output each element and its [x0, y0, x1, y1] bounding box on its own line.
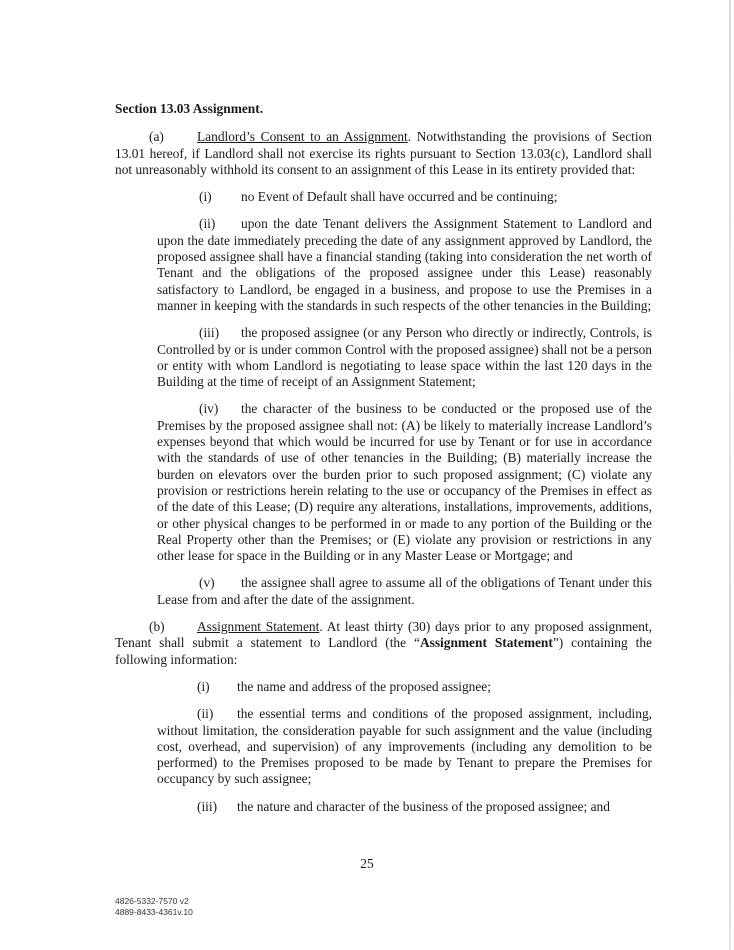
- paragraph-b-label: (b): [149, 619, 165, 635]
- item-label: (iv): [199, 401, 219, 417]
- item-label: (iii): [197, 798, 218, 814]
- list-item-a-ii: [157, 216, 652, 314]
- list-item-b-ii: [157, 706, 652, 787]
- list-item-a-iii: [157, 325, 652, 390]
- scan-edge-shadow: [729, 0, 731, 950]
- item-label: (iii): [199, 325, 220, 341]
- item-label: (ii): [199, 216, 216, 232]
- doc-id-1: 4826-5332-7570 v2: [115, 896, 189, 906]
- paragraph-b-header: Assignment Statement: [197, 619, 320, 635]
- item-text: upon the date Tenant delivers the Assignment Statement to Landlord and upon the date immediately preceding the date of any assignment approved by Landlord, the proposed assignee shall have a financial standing (taking into consideration the net worth of Tenant and the obligations of the proposed assignee under this Lease) reasonably satisfactory to Landlord, be engaged in a business, and propose to use the Premises in a manner in keeping with the standards in such respects of the other tenancies in the Building;: [157, 216, 652, 313]
- page-number: 25: [360, 856, 374, 871]
- paragraph-a: [115, 129, 652, 178]
- item-text: the name and address of the proposed assignee;: [237, 678, 491, 694]
- paragraph-a-text: . Notwithstanding the provisions of Section 13.01 hereof, if Landlord shall not exercise its rights pursuant to Section 13.03(c), Landlord shall not unreasonably withhold its consent to an assignment of this Lease in its entirety provided that:: [115, 129, 652, 177]
- paragraph-a-label: (a): [149, 129, 164, 145]
- item-text: the nature and character of the business of the proposed assignee; and: [237, 798, 610, 814]
- list-item-a-i: [157, 189, 652, 205]
- paragraph-b: [115, 619, 652, 668]
- paragraph-b-text-before: . At least thirty (30) days prior to any proposed assignment, Tenant shall submit a statement to Landlord (the “: [115, 619, 652, 651]
- item-label: (v): [199, 575, 215, 591]
- item-text: the proposed assignee (or any Person who directly or indirectly, Controls, is Controlled by or is under common Control with the proposed assignee) shall not be a person or entity with whom Landlord is negotiating to lease space within the last 120 days in the Building at the time of receipt of an Assignment Statement;: [157, 325, 652, 390]
- item-text: no Event of Default shall have occurred and be continuing;: [241, 189, 558, 205]
- item-label: (ii): [197, 706, 214, 722]
- list-item-b-iii: [157, 799, 652, 815]
- list-item-a-v: [157, 575, 652, 608]
- item-text: the essential terms and conditions of the proposed assignment, including, without limitation, the consideration payable for such assignment and the value (including cost, overhead, and supervision) of any improvements (including any demolition to be performed) to the Premises proposed to be made by Tenant to prepare the Premises for occupancy by such assignee;: [157, 706, 652, 787]
- paragraph-b-text-after: ”) containing the following information:: [115, 635, 652, 667]
- item-label: (i): [199, 189, 212, 205]
- section-heading: Section 13.03 Assignment.: [115, 101, 264, 116]
- item-text: the character of the business to be conducted or the proposed use of the Premises by the proposed assignee shall not: (A) be likely to materially increase Landlord’s expenses beyond that which would be incurred for use by Tenant or for use in accordance with the standards of use of other tenancies in the Building; (B) materially increase the burden on elevators over the burden prior to such proposed assignment; (C) violate any provision or restrictions herein relating to the use or occupancy of the Premises in effect as of the date of this Lease; (D) require any alterations, installations, improvements, additions, or other physical changes to be performed in or made to any portion of the Building or the Real Property other than the Premises; or (E) violate any provision or restrictions in any other lease for space in the Building or in any Master Lease or Mortgage; and: [157, 401, 652, 564]
- list-item-a-iv: [157, 401, 652, 564]
- item-text: the assignee shall agree to assume all of the obligations of Tenant under this Lease from and after the date of the assignment.: [157, 575, 652, 607]
- doc-id-2: 4889-8433-4361v.10: [115, 907, 193, 917]
- list-item-b-i: [157, 679, 652, 695]
- paragraph-a-header: Landlord’s Consent to an Assignment: [197, 129, 408, 145]
- item-label: (i): [197, 678, 210, 694]
- defined-term: Assignment Statement: [419, 635, 553, 651]
- document-identifiers: [115, 896, 193, 918]
- page-body: [115, 101, 652, 826]
